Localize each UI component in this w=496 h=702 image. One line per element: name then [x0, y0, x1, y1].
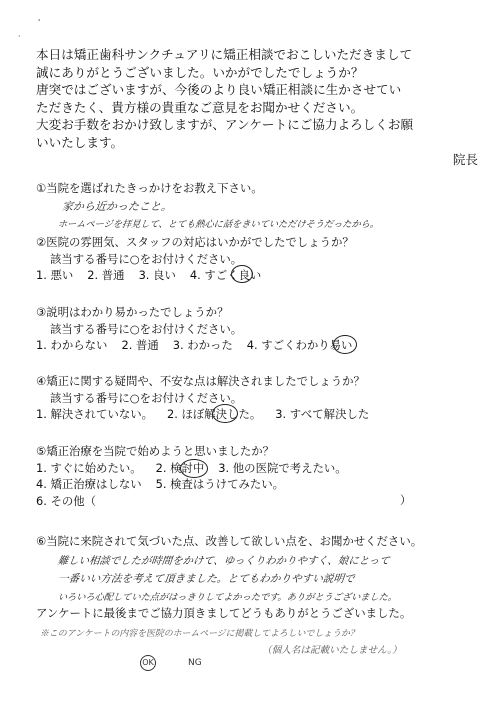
question-3-instruction: 該当する番号に○をお付けください。	[50, 321, 243, 336]
question-2	[36, 234, 354, 284]
q4-option-3[interactable]: 3. すべて解決した	[275, 407, 370, 421]
intro-line: ただきたく、貴方様の貴重なご意見をお聞かせください。	[36, 99, 364, 115]
intro-line: 本日は矯正歯科サンクチュアリに矯正相談でおこしいただきまして	[36, 47, 413, 62]
answer-6-line-1: 難しい相談でしたが時間をかけて、ゆっくりわかりやすく、娘にとって	[57, 555, 391, 567]
q5-option-6[interactable]: 6. その他（	[36, 493, 97, 508]
answer-circle-q2	[231, 265, 253, 283]
q3-option-1[interactable]: 1. わからない	[36, 338, 108, 352]
q3-option-3[interactable]: 3. わかった	[172, 338, 233, 352]
question-5-title: ⑤矯正治療を当院で始めようと思いましたか？	[36, 444, 275, 458]
q5-option-5[interactable]: 5. 検査はうけてみたい。	[155, 477, 285, 491]
question-2-instruction: 該当する番号に○をお付けください。	[50, 251, 243, 266]
answer-circle-q3	[333, 335, 357, 354]
question-3-options	[36, 337, 366, 354]
q3-option-2[interactable]: 2. 普通	[121, 338, 159, 352]
intro-paragraph	[36, 46, 486, 167]
answer-1-line-1: 家から近かったこと。	[61, 200, 173, 213]
question-4-title: ④矯正に関する疑問や、不安な点は解決されましたでしょうか？	[36, 374, 365, 388]
q4-option-2[interactable]: 2. ほぼ解決した。	[167, 407, 262, 421]
question-2-title: ②医院の雰囲気、スタッフの対応はいかがでしたでしょうか？	[36, 235, 354, 249]
question-5-options-row-2	[36, 476, 361, 493]
question-1-title: ①当院を選ばれたきっかけをお教え下さい。	[36, 181, 263, 195]
answer-circle-q5	[180, 459, 208, 478]
intro-line: 大変お手数をおかけ致しますが、アンケートにご協力よろしくお願	[36, 117, 414, 132]
question-6	[36, 533, 422, 550]
ok-circled-mark: OK	[140, 655, 156, 671]
q2-option-4[interactable]: 4. すごく良い	[189, 268, 262, 282]
footer-note-anonymous: （個人名は記載いたしません。）	[262, 645, 402, 656]
question-2-options	[36, 267, 354, 284]
scan-dot-2: ·	[18, 32, 21, 41]
intro-line: 誠にありがとうございました。いかがでしたでしょうか？	[36, 64, 364, 80]
intro-line: いいたします。	[36, 134, 124, 150]
question-4-instruction: 該当する番号に○をお付けください。	[50, 390, 243, 405]
question-6-title: ⑥当院に来院されて気づいた点、改善して欲しい点を、お聞かせください。	[36, 534, 423, 548]
scan-dot: '	[38, 18, 41, 27]
question-1	[36, 180, 263, 197]
answer-6-line-3: いろいろ心配していた点がはっきりしてよかったです。ありがとうございました。	[57, 592, 398, 603]
question-3-title: ③説明はわかり易かったでしょうか？	[36, 305, 229, 319]
answer-6-line-2: 一番いい方法を考えて頂きました。とてもわかりやすい説明で	[57, 573, 356, 585]
question-4-options	[36, 406, 383, 423]
q5-option-2[interactable]: 2. 検討中	[155, 460, 205, 475]
answer-circle-q4	[212, 404, 238, 423]
q2-option-1[interactable]: 1. 悪い	[36, 268, 74, 282]
intro-line: 唐突ではございますが、今後のより良い矯正相談に生かさせてい	[36, 82, 402, 97]
ng-mark: NG	[188, 658, 202, 668]
q5-other-close-paren: ）	[400, 493, 412, 507]
q2-option-2[interactable]: 2. 普通	[87, 268, 125, 282]
q2-option-3[interactable]: 3. 良い	[138, 268, 176, 282]
signature-director: 院長	[452, 152, 478, 167]
q5-option-1[interactable]: 1. すぐに始めたい。	[36, 460, 142, 475]
closing-message: アンケートに最後までご協力頂きましてどうもありがとうございました。	[36, 606, 412, 620]
question-4	[36, 373, 383, 423]
q3-option-4[interactable]: 4. すごくわかり易い	[246, 338, 353, 352]
answer-1-line-2: ホームページを拝見して、とても熱心に話をきいていただけそうだったから。	[57, 219, 380, 230]
q5-option-3[interactable]: 3. 他の医院で考えたい。	[218, 460, 347, 475]
footer-note-publish: ※このアンケートの内容を医院のホームページに掲載してよろしいでしょうか？	[40, 629, 359, 639]
q5-other-close	[400, 492, 411, 509]
question-3	[36, 304, 366, 354]
q5-option-4[interactable]: 4. 矯正治療はしない	[36, 477, 142, 491]
q4-option-1[interactable]: 1. 解決されていない。	[36, 407, 154, 421]
question-5-options-row-3	[36, 493, 361, 510]
